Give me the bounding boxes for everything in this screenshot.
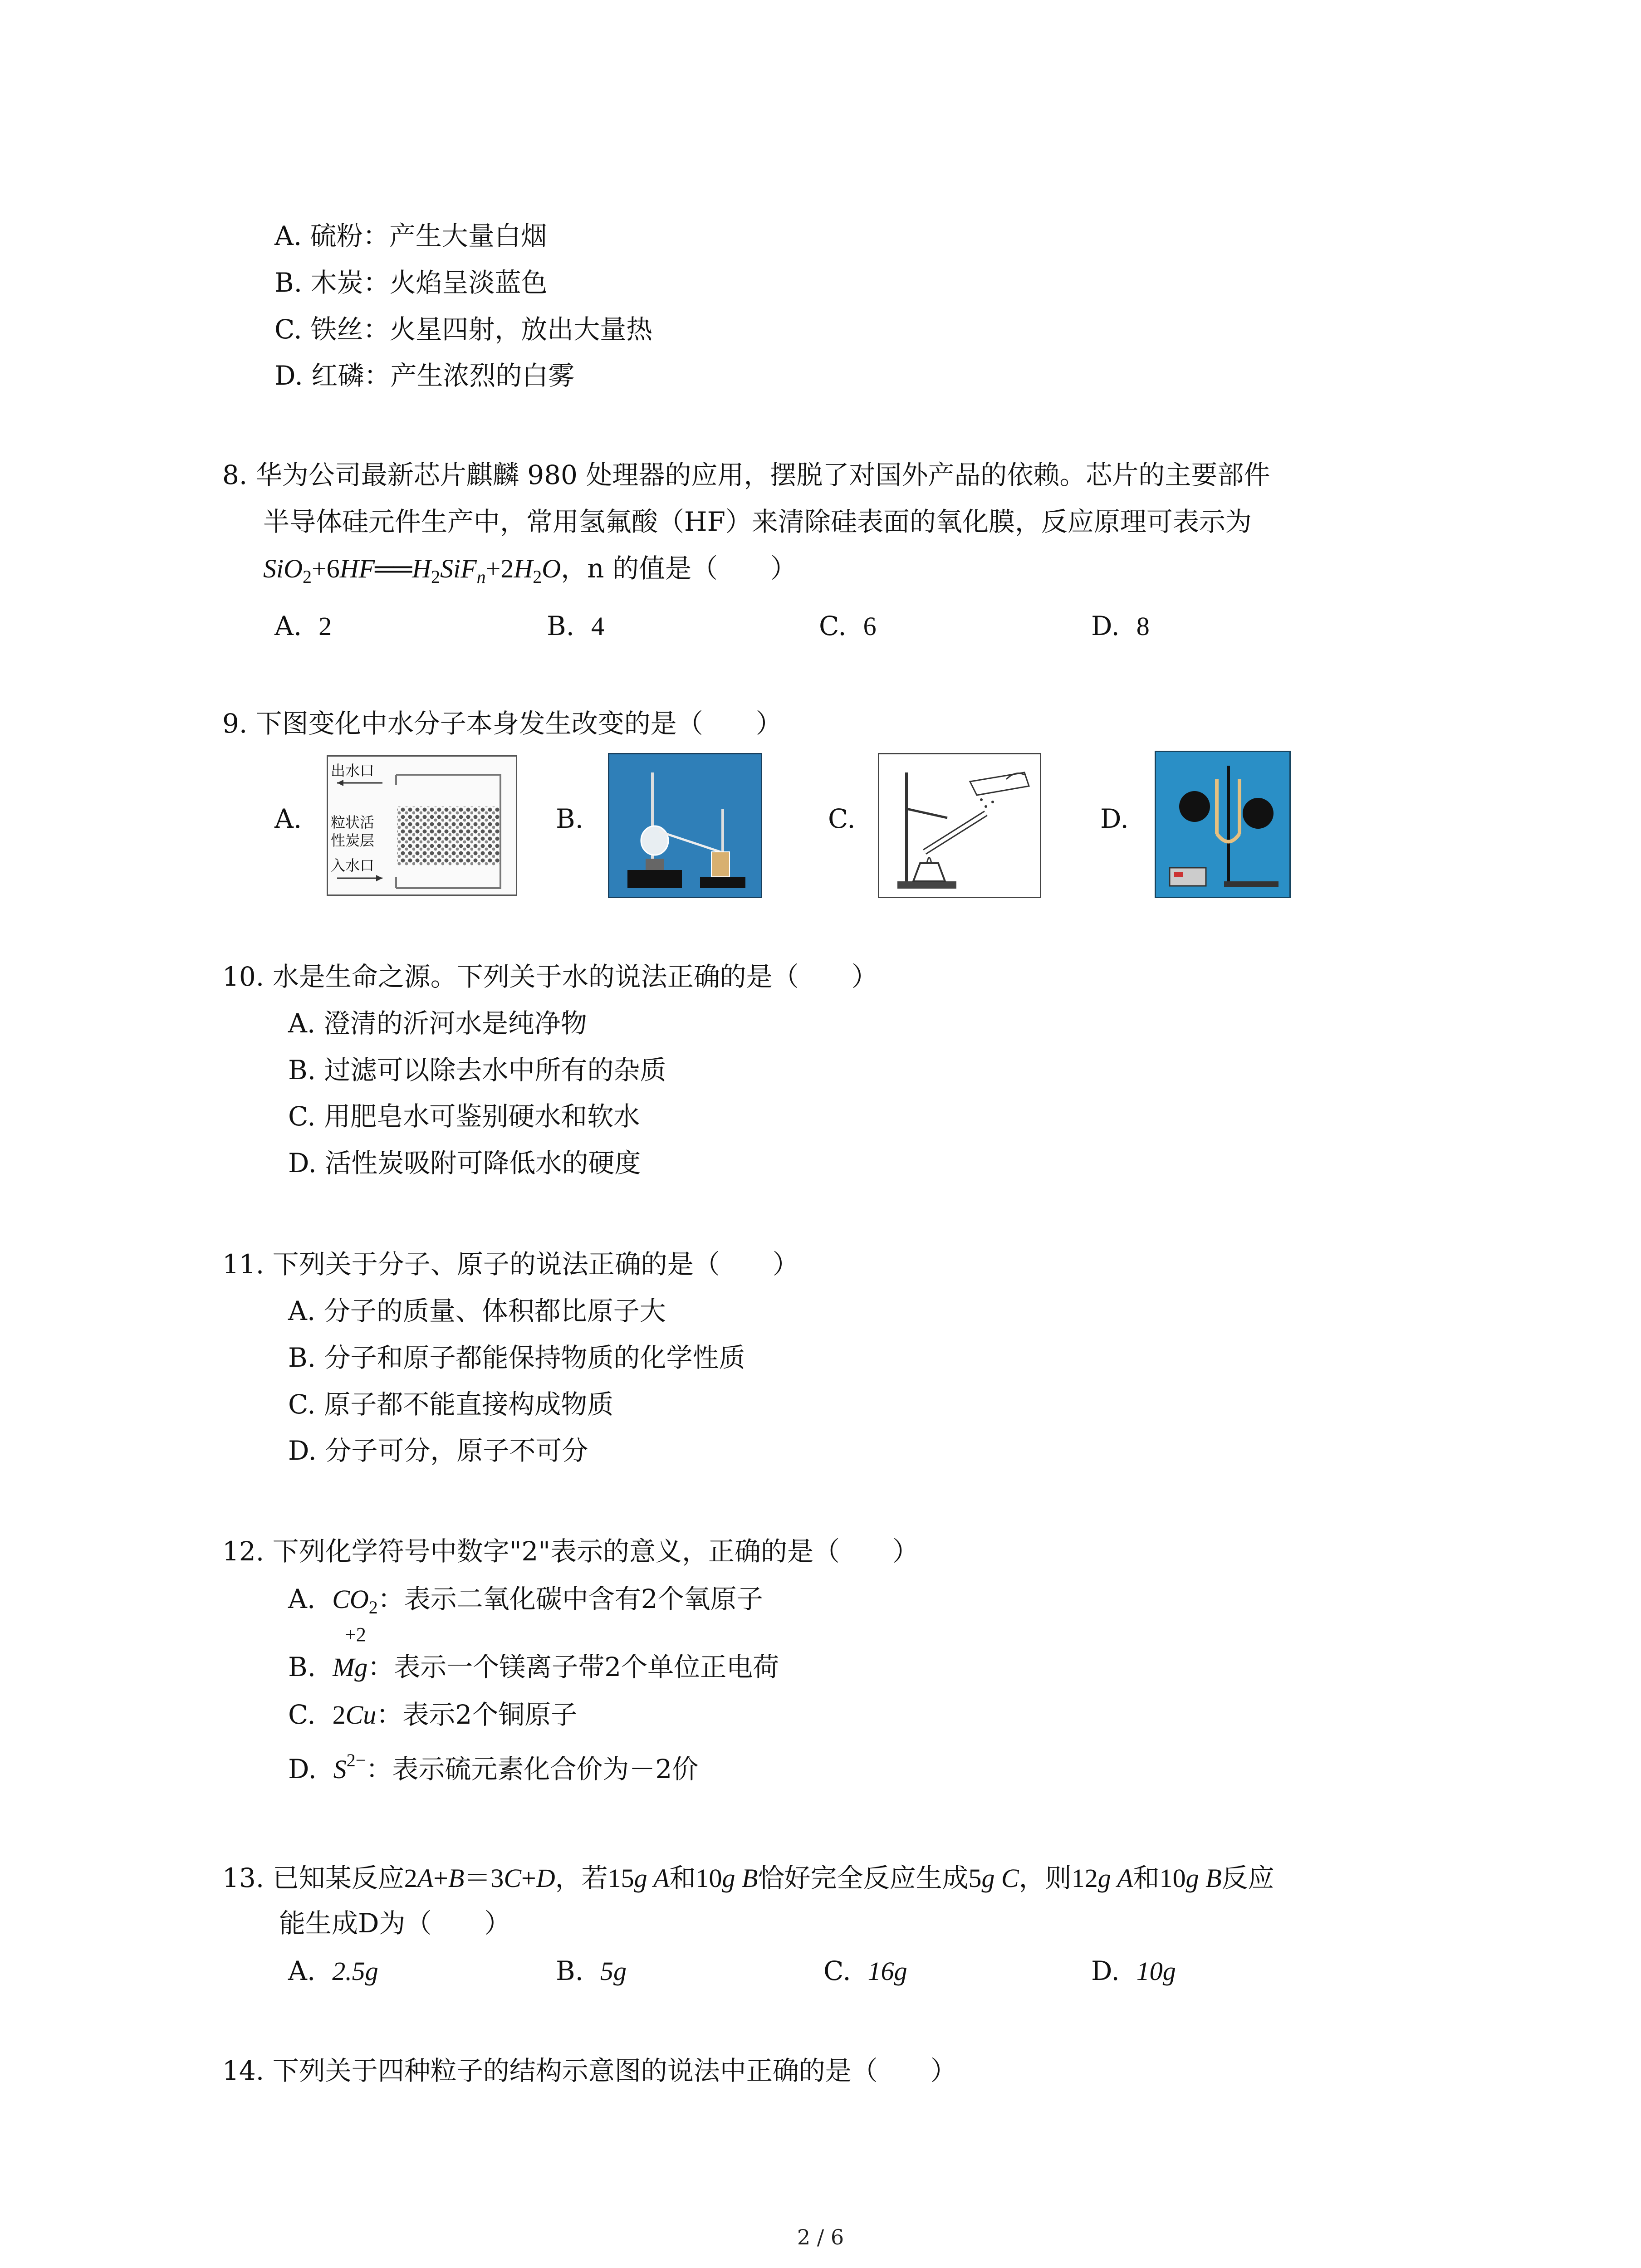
option-text: 16g [867,1956,907,1986]
option-text: 4 [591,611,604,641]
chem-ion-s2: $S^{2-}$ [333,1750,366,1784]
q12-option-a [288,1583,763,1618]
option-text: 10g [1136,1956,1176,1986]
question-number: 8. [222,459,248,490]
q13-line-1 [222,1862,1274,1894]
q8-option-d [1091,610,1150,642]
question-text: ，n 的值是（ ） [561,553,797,584]
option-text: 5g [600,1956,627,1986]
q10-option-b [288,1054,666,1086]
chem-symbol-mg: Mg [332,1652,368,1682]
option-letter: B. [288,1055,316,1085]
activated-carbon-filter-figure [327,755,517,896]
page-number: 2 / 6 [797,2225,844,2249]
option-letter: B. [274,267,303,298]
q12-option-b [288,1651,779,1683]
q10-option-c [288,1100,640,1132]
option-letter: D. [288,1148,317,1178]
option-letter: D. [1091,611,1120,641]
question-number: 12. [222,1536,265,1567]
option-text: 铁丝：火星四射，放出大量热 [310,314,653,345]
label-inlet: 入水口 [331,857,375,874]
option-letter: C. [288,1389,316,1420]
option-letter: C. [819,611,847,641]
question-number: 11. [222,1249,265,1280]
option-text: 分子可分，原子不可分 [325,1435,588,1466]
option-letter: C. [288,1699,316,1730]
option-letter: A. [288,1008,316,1039]
option-letter: B. [556,1955,584,1986]
q10-option-a [288,1007,587,1039]
q7-option-a [274,220,547,252]
option-text: ：表示2个铜原子 [376,1699,578,1730]
q8-line-3 [263,552,797,585]
distillation-apparatus [609,754,761,897]
question-text: 下图变化中水分子本身发生改变的是（ ） [255,708,782,739]
option-text: 8 [1136,611,1150,641]
label-layer-1: 粒状活 [331,814,375,831]
q11-option-b [288,1342,745,1374]
question-text: 下列关于四种粒子的结构示意图的说法中正确的是（ ） [272,2055,957,2086]
q12-option-d [288,1750,699,1785]
q11-stem [222,1248,799,1280]
option-letter: D. [274,360,303,391]
test-tube-apparatus [879,754,1040,897]
question-text: 下列关于分子、原子的说法正确的是（ ） [272,1249,799,1280]
label-outlet: 出水口 [331,762,375,779]
option-letter: A. [288,1955,316,1986]
q13-option-a [288,1955,378,1987]
q9-option-d-letter: D. [1100,803,1129,834]
q12-stem [222,1535,919,1567]
q13-option-c [823,1955,907,1987]
mg-charge-label: +2 [345,1623,366,1646]
option-letter: C. [823,1955,851,1986]
q10-option-d [288,1147,641,1179]
q7-option-b [274,267,548,298]
chem-formula-co2: $CO_2$ [332,1584,378,1618]
option-text: 活性炭吸附可降低水的硬度 [325,1148,641,1178]
q13-option-d [1091,1955,1176,1987]
option-text: 原子都不能直接构成物质 [324,1389,614,1420]
option-text: 用肥皂水可鉴别硬水和软水 [324,1101,640,1132]
option-letter: A. [288,1295,316,1326]
question-text: 水是生命之源。下列关于水的说法正确的是（ ） [272,961,878,992]
option-text: 分子的质量、体积都比原子大 [323,1295,666,1326]
option-text: 6 [863,611,877,641]
option-letter: C. [288,1101,316,1132]
q11-option-d [288,1435,588,1466]
q8-option-a [274,610,332,642]
q8-line-1 [222,459,1270,491]
q8-option-b [547,610,604,642]
option-text: 2.5g [332,1956,378,1986]
option-letter: A. [274,611,302,641]
q9-option-a-letter: A. [274,803,302,834]
question-number: 10. [222,961,265,992]
option-letter: C. [274,314,302,345]
option-text: 2 [318,611,332,641]
option-text: ：表示二氧化碳中含有2个氧原子 [377,1584,763,1614]
question-text: 半导体硅元件生产中，常用氢氟酸（HF）来清除硅表面的氧化膜，反应原理可表示为 [263,506,1252,537]
q11-option-c [288,1388,613,1420]
option-text: ：表示硫元素化合价为－2价 [366,1754,699,1784]
q10-stem [222,961,878,992]
q13-line-2: 能生成D为（ ） [279,1908,511,1939]
q14-stem [222,2055,957,2087]
electrolysis-apparatus [1156,752,1289,897]
q8-option-c [819,610,877,642]
q9-stem [222,708,782,739]
q13-option-b [556,1955,627,1987]
question-number: 13. [222,1862,265,1893]
option-letter: D. [288,1435,317,1466]
option-text: 红磷：产生浓烈的白雾 [311,360,575,391]
option-letter: D. [288,1754,317,1784]
electrolysis-photo [1155,751,1291,898]
option-letter: B. [288,1652,316,1682]
q12-option-c [288,1699,577,1731]
q11-option-a [288,1295,666,1327]
q9-option-c-letter: C. [828,803,856,834]
option-text: 澄清的沂河水是纯净物 [323,1008,587,1039]
q7-option-d [274,360,574,391]
option-text: 分子和原子都能保持物质的化学性质 [324,1342,745,1373]
reaction-equation: $SiO_2+6HF══H_2SiF_n+2H_2O$ [263,554,561,587]
question-number: 9. [222,708,248,739]
question-text: 下列化学符号中数字"2"表示的意义，正确的是（ ） [272,1536,919,1567]
chem-formula-2cu: 2Cu [332,1700,377,1730]
question-text: 已知某反应2A+B＝3C+D，若15g A和10g B恰好完全反应生成5g C，则12g A和10g B反应 [272,1862,1274,1893]
question-text: 华为公司最新芯片麒麟 980 处理器的应用，摆脱了对国外产品的依赖。芯片的主要部件 [255,459,1270,490]
q8-line-2 [263,506,1252,538]
heating-test-tube-figure [878,753,1041,898]
distillation-photo [608,753,762,898]
question-number: 14. [222,2055,265,2086]
label-layer-2: 性炭层 [331,832,375,849]
option-letter: D. [1091,1955,1120,1986]
q7-option-c [274,313,652,345]
option-letter: B. [547,611,575,641]
option-text: ：表示一个镁离子带2个单位正电荷 [367,1652,779,1682]
q9-option-b-letter: B. [556,803,584,834]
option-text: 过滤可以除去水中所有的杂质 [324,1055,666,1085]
option-letter: A. [274,220,302,251]
option-letter: A. [288,1584,316,1614]
option-text: 硫粉：产生大量白烟 [310,220,547,251]
option-letter: B. [288,1342,316,1373]
option-text: 木炭：火焰呈淡蓝色 [310,267,548,298]
